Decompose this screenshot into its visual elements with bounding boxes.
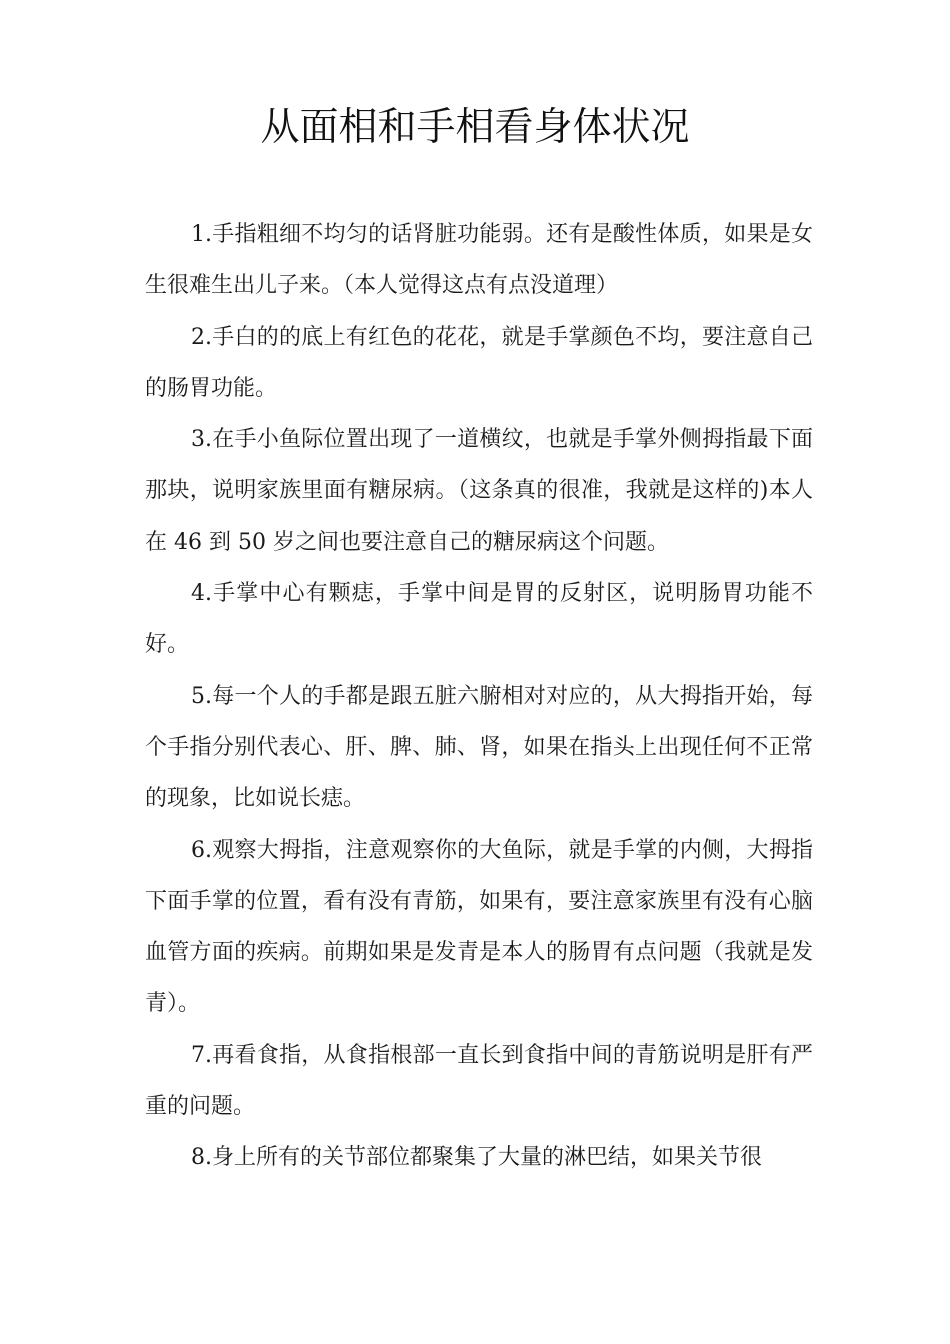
paragraph-5: 5.每一个人的手都是跟五脏六腑相对对应的，从大拇指开始，每个手指分别代表心、肝、脾、肺、肾，如果在指头上出现任何不正常的现象，比如说长痣。 (145, 683, 813, 812)
paragraph-3: 3.在手小鱼际位置出现了一道横纹，也就是手掌外侧拇指最下面那块，说明家族里面有糖尿病。（这条真的很准，我就是这样的)本人在 46 到 50 岁之间也要注意自己的糖尿病这个问题。 (145, 427, 813, 555)
paragraph-1: 1.手指粗细不均匀的话肾脏功能弱。还有是酸性体质，如果是女生很难生出儿子来。（本人觉得这点有点没道理） (145, 222, 813, 299)
paragraph-4: 4.手掌中心有颗痣，手掌中间是胃的反射区，说明肠胃功能不好。 (145, 581, 813, 658)
document-body (145, 209, 813, 1184)
paragraph-2: 2.手白的的底上有红色的花花，就是手掌颜色不均，要注意自己的肠胃功能。 (145, 324, 813, 401)
paragraph-8: 8.身上所有的关节部位都聚集了大量的淋巴结，如果关节很 (191, 1145, 762, 1171)
paragraph-6: 6.观察大拇指，注意观察你的大鱼际，就是手掌的内侧，大拇指下面手掌的位置，看有没有青筋，如果有，要注意家族里有没有心脑血管方面的疾病。前期如果是发青是本人的肠胃有点问题（我就是发青）。 (145, 837, 813, 1017)
paragraph-7: 7.再看食指，从食指根部一直长到食指中间的青筋说明是肝有严重的问题。 (145, 1042, 813, 1120)
page-title: 从面相和手相看身体状况 (260, 105, 690, 150)
